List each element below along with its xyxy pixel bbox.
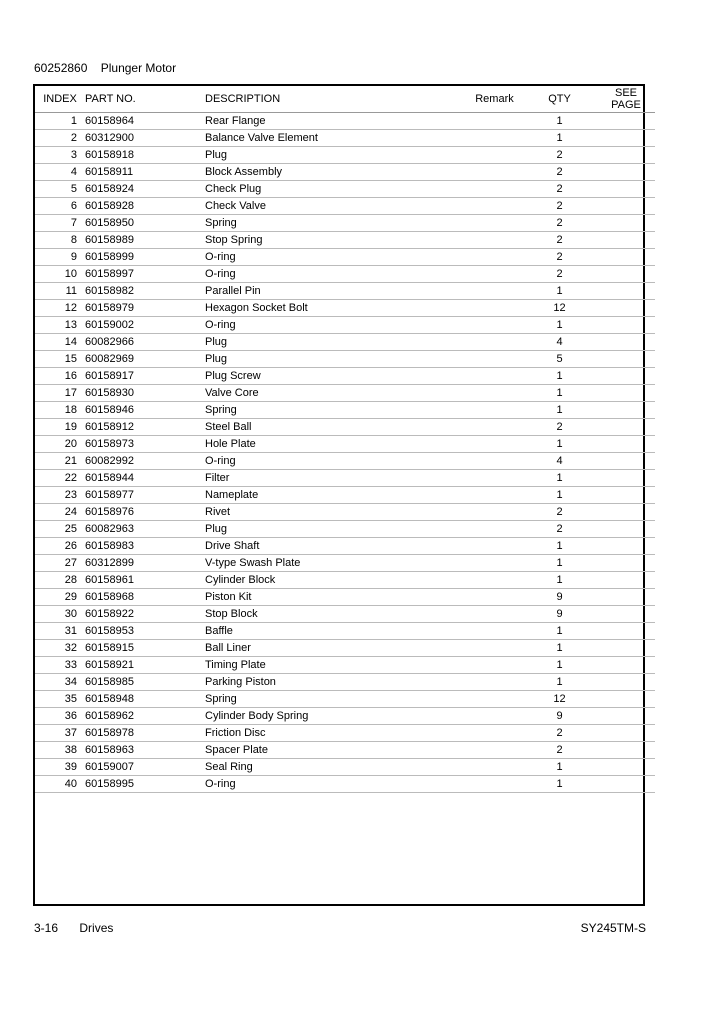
row-qty: 1: [522, 283, 597, 300]
row-see-page: [597, 419, 655, 436]
row-part-no: 60158953: [85, 623, 195, 640]
table-row: [35, 640, 655, 657]
row-description: Filter: [195, 470, 467, 487]
row-index: 21: [35, 453, 85, 470]
row-remark: [467, 164, 522, 181]
table-row: [35, 334, 655, 351]
row-remark: [467, 453, 522, 470]
row-remark: [467, 181, 522, 198]
row-index: 19: [35, 419, 85, 436]
table-row: [35, 572, 655, 589]
row-part-no: 60158963: [85, 742, 195, 759]
row-qty: 4: [522, 334, 597, 351]
row-remark: [467, 419, 522, 436]
table-row: [35, 674, 655, 691]
row-index: 13: [35, 317, 85, 334]
row-qty: 2: [522, 215, 597, 232]
row-remark: [467, 555, 522, 572]
row-part-no: 60158921: [85, 657, 195, 674]
row-qty: 9: [522, 708, 597, 725]
row-remark: [467, 368, 522, 385]
column-header-description: DESCRIPTION: [195, 86, 467, 113]
row-remark: [467, 249, 522, 266]
table-row: [35, 181, 655, 198]
row-part-no: 60158911: [85, 164, 195, 181]
row-description: Timing Plate: [195, 657, 467, 674]
row-description: Steel Ball: [195, 419, 467, 436]
column-header-qty: QTY: [522, 86, 597, 113]
row-remark: [467, 589, 522, 606]
row-index: 37: [35, 725, 85, 742]
row-see-page: [597, 351, 655, 368]
row-qty: 1: [522, 130, 597, 147]
section-name: Drives: [79, 921, 114, 935]
row-see-page: [597, 181, 655, 198]
table-row: [35, 385, 655, 402]
row-see-page: [597, 623, 655, 640]
table-row: [35, 470, 655, 487]
row-description: Hole Plate: [195, 436, 467, 453]
table-row: [35, 657, 655, 674]
row-see-page: [597, 759, 655, 776]
row-see-page: [597, 521, 655, 538]
row-description: Piston Kit: [195, 589, 467, 606]
table-row: [35, 147, 655, 164]
table-row: [35, 589, 655, 606]
table-row: [35, 504, 655, 521]
row-index: 6: [35, 198, 85, 215]
row-index: 11: [35, 283, 85, 300]
row-remark: [467, 606, 522, 623]
row-see-page: [597, 725, 655, 742]
table-row: [35, 419, 655, 436]
row-part-no: 60158962: [85, 708, 195, 725]
table-body: [35, 113, 655, 793]
row-qty: 1: [522, 538, 597, 555]
table-row: [35, 776, 655, 793]
row-index: 32: [35, 640, 85, 657]
row-qty: 1: [522, 402, 597, 419]
row-part-no: 60158915: [85, 640, 195, 657]
column-header-remark: Remark: [467, 86, 522, 113]
row-qty: 1: [522, 317, 597, 334]
row-qty: 4: [522, 453, 597, 470]
assembly-part-number: 60252860: [34, 61, 88, 75]
table-row: [35, 215, 655, 232]
table-row: [35, 164, 655, 181]
row-see-page: [597, 589, 655, 606]
row-index: 24: [35, 504, 85, 521]
row-index: 39: [35, 759, 85, 776]
row-index: 5: [35, 181, 85, 198]
row-qty: 1: [522, 470, 597, 487]
row-description: Baffle: [195, 623, 467, 640]
row-part-no: 60159002: [85, 317, 195, 334]
row-part-no: 60158912: [85, 419, 195, 436]
row-description: O-ring: [195, 249, 467, 266]
row-remark: [467, 266, 522, 283]
row-part-no: 60082992: [85, 453, 195, 470]
row-remark: [467, 198, 522, 215]
row-remark: [467, 742, 522, 759]
row-remark: [467, 572, 522, 589]
table-row: [35, 283, 655, 300]
row-part-no: 60158968: [85, 589, 195, 606]
row-index: 2: [35, 130, 85, 147]
table-row: [35, 317, 655, 334]
row-remark: [467, 232, 522, 249]
row-remark: [467, 776, 522, 793]
row-qty: 2: [522, 419, 597, 436]
row-index: 3: [35, 147, 85, 164]
row-description: Block Assembly: [195, 164, 467, 181]
table-row: [35, 555, 655, 572]
row-see-page: [597, 487, 655, 504]
row-see-page: [597, 334, 655, 351]
row-remark: [467, 215, 522, 232]
row-qty: 1: [522, 674, 597, 691]
parts-table: [35, 86, 655, 793]
table-row: [35, 538, 655, 555]
row-part-no: 60158977: [85, 487, 195, 504]
row-index: 7: [35, 215, 85, 232]
row-qty: 12: [522, 691, 597, 708]
row-index: 29: [35, 589, 85, 606]
row-description: Friction Disc: [195, 725, 467, 742]
row-description: Plug: [195, 521, 467, 538]
row-index: 9: [35, 249, 85, 266]
row-part-no: 60082966: [85, 334, 195, 351]
row-part-no: 60158930: [85, 385, 195, 402]
row-qty: 2: [522, 504, 597, 521]
row-description: Parallel Pin: [195, 283, 467, 300]
row-remark: [467, 436, 522, 453]
row-index: 16: [35, 368, 85, 385]
row-qty: 2: [522, 164, 597, 181]
row-part-no: 60158973: [85, 436, 195, 453]
table-row: [35, 623, 655, 640]
row-see-page: [597, 215, 655, 232]
table-row: [35, 725, 655, 742]
row-index: 33: [35, 657, 85, 674]
column-header-see-page: [597, 86, 655, 113]
column-header-part-no: PART NO.: [85, 86, 195, 113]
row-remark: [467, 130, 522, 147]
row-see-page: [597, 453, 655, 470]
row-index: 30: [35, 606, 85, 623]
row-qty: 1: [522, 385, 597, 402]
row-part-no: 60158979: [85, 300, 195, 317]
page-footer-left: [34, 921, 113, 935]
row-part-no: 60158944: [85, 470, 195, 487]
parts-list-frame: [33, 84, 645, 906]
table-row: [35, 436, 655, 453]
row-qty: 9: [522, 606, 597, 623]
page-number: 3-16: [34, 921, 59, 935]
row-part-no: 60158997: [85, 266, 195, 283]
row-part-no: 60158946: [85, 402, 195, 419]
row-qty: 1: [522, 368, 597, 385]
row-description: Drive Shaft: [195, 538, 467, 555]
row-part-no: 60158917: [85, 368, 195, 385]
row-see-page: [597, 368, 655, 385]
row-part-no: 60158918: [85, 147, 195, 164]
row-index: 12: [35, 300, 85, 317]
row-part-no: 60082963: [85, 521, 195, 538]
row-description: Spacer Plate: [195, 742, 467, 759]
row-index: 18: [35, 402, 85, 419]
row-part-no: 60158976: [85, 504, 195, 521]
row-description: Rear Flange: [195, 113, 467, 130]
row-description: Seal Ring: [195, 759, 467, 776]
row-description: Plug: [195, 351, 467, 368]
row-qty: 9: [522, 589, 597, 606]
row-part-no: 60158983: [85, 538, 195, 555]
row-remark: [467, 402, 522, 419]
row-part-no: 60158964: [85, 113, 195, 130]
column-header-index: INDEX: [35, 86, 85, 113]
row-see-page: [597, 317, 655, 334]
row-remark: [467, 147, 522, 164]
row-description: Stop Block: [195, 606, 467, 623]
row-qty: 1: [522, 759, 597, 776]
row-qty: 1: [522, 572, 597, 589]
row-qty: 2: [522, 742, 597, 759]
row-index: 15: [35, 351, 85, 368]
row-remark: [467, 283, 522, 300]
row-description: Parking Piston: [195, 674, 467, 691]
row-remark: [467, 759, 522, 776]
row-qty: 1: [522, 776, 597, 793]
row-index: 27: [35, 555, 85, 572]
table-row: [35, 759, 655, 776]
table-row: [35, 351, 655, 368]
row-remark: [467, 691, 522, 708]
row-part-no: 60158950: [85, 215, 195, 232]
row-see-page: [597, 538, 655, 555]
row-description: Valve Core: [195, 385, 467, 402]
row-description: Nameplate: [195, 487, 467, 504]
row-remark: [467, 657, 522, 674]
row-part-no: 60158989: [85, 232, 195, 249]
row-see-page: [597, 606, 655, 623]
row-qty: 2: [522, 521, 597, 538]
row-description: Spring: [195, 691, 467, 708]
row-see-page: [597, 470, 655, 487]
row-index: 20: [35, 436, 85, 453]
row-see-page: [597, 147, 655, 164]
table-row: [35, 249, 655, 266]
row-qty: 12: [522, 300, 597, 317]
row-qty: 2: [522, 147, 597, 164]
row-index: 40: [35, 776, 85, 793]
row-see-page: [597, 640, 655, 657]
row-see-page: [597, 402, 655, 419]
row-description: Cylinder Body Spring: [195, 708, 467, 725]
row-index: 36: [35, 708, 85, 725]
row-remark: [467, 623, 522, 640]
row-index: 4: [35, 164, 85, 181]
table-row: [35, 742, 655, 759]
row-qty: 1: [522, 436, 597, 453]
see-page-line1: SEE: [614, 87, 637, 99]
row-remark: [467, 317, 522, 334]
table-row: [35, 130, 655, 147]
row-part-no: 60082969: [85, 351, 195, 368]
model-name: SY245TM-S: [580, 921, 646, 935]
row-remark: [467, 487, 522, 504]
row-remark: [467, 640, 522, 657]
row-description: Stop Spring: [195, 232, 467, 249]
row-index: 14: [35, 334, 85, 351]
row-description: Plug Screw: [195, 368, 467, 385]
row-qty: 2: [522, 181, 597, 198]
row-qty: 5: [522, 351, 597, 368]
table-row: [35, 521, 655, 538]
row-part-no: 60158928: [85, 198, 195, 215]
table-row: [35, 300, 655, 317]
row-description: Rivet: [195, 504, 467, 521]
row-part-no: 60158924: [85, 181, 195, 198]
row-remark: [467, 334, 522, 351]
row-description: O-ring: [195, 266, 467, 283]
row-see-page: [597, 283, 655, 300]
assembly-title: Plunger Motor: [100, 61, 177, 75]
row-part-no: 60158999: [85, 249, 195, 266]
row-description: Balance Valve Element: [195, 130, 467, 147]
row-qty: 1: [522, 555, 597, 572]
row-description: Plug: [195, 334, 467, 351]
row-description: Plug: [195, 147, 467, 164]
row-description: Spring: [195, 215, 467, 232]
table-row: [35, 453, 655, 470]
row-remark: [467, 351, 522, 368]
row-see-page: [597, 555, 655, 572]
table-row: [35, 232, 655, 249]
row-see-page: [597, 385, 655, 402]
row-see-page: [597, 776, 655, 793]
row-remark: [467, 113, 522, 130]
row-qty: 2: [522, 266, 597, 283]
row-qty: 1: [522, 487, 597, 504]
row-description: Cylinder Block: [195, 572, 467, 589]
row-qty: 1: [522, 640, 597, 657]
table-row: [35, 708, 655, 725]
row-index: 10: [35, 266, 85, 283]
row-index: 34: [35, 674, 85, 691]
row-part-no: 60158985: [85, 674, 195, 691]
row-description: O-ring: [195, 776, 467, 793]
row-index: 26: [35, 538, 85, 555]
row-index: 17: [35, 385, 85, 402]
row-remark: [467, 725, 522, 742]
row-see-page: [597, 164, 655, 181]
row-part-no: 60158978: [85, 725, 195, 742]
row-remark: [467, 521, 522, 538]
table-row: [35, 113, 655, 130]
row-see-page: [597, 674, 655, 691]
row-see-page: [597, 300, 655, 317]
row-description: Ball Liner: [195, 640, 467, 657]
row-remark: [467, 470, 522, 487]
row-see-page: [597, 266, 655, 283]
row-qty: 1: [522, 657, 597, 674]
row-index: 38: [35, 742, 85, 759]
table-row: [35, 691, 655, 708]
row-remark: [467, 300, 522, 317]
row-part-no: 60158982: [85, 283, 195, 300]
table-row: [35, 198, 655, 215]
row-qty: 2: [522, 198, 597, 215]
table-row: [35, 368, 655, 385]
row-see-page: [597, 691, 655, 708]
row-see-page: [597, 742, 655, 759]
row-remark: [467, 674, 522, 691]
row-part-no: 60158922: [85, 606, 195, 623]
row-see-page: [597, 572, 655, 589]
row-remark: [467, 708, 522, 725]
row-part-no: 60159007: [85, 759, 195, 776]
row-part-no: 60158961: [85, 572, 195, 589]
row-description: Hexagon Socket Bolt: [195, 300, 467, 317]
row-part-no: 60312899: [85, 555, 195, 572]
row-see-page: [597, 130, 655, 147]
row-description: Check Valve: [195, 198, 467, 215]
row-index: 31: [35, 623, 85, 640]
row-description: Check Plug: [195, 181, 467, 198]
row-index: 25: [35, 521, 85, 538]
table-row: [35, 606, 655, 623]
row-see-page: [597, 113, 655, 130]
row-part-no: 60312900: [85, 130, 195, 147]
row-index: 28: [35, 572, 85, 589]
row-qty: 1: [522, 113, 597, 130]
row-qty: 2: [522, 249, 597, 266]
row-description: O-ring: [195, 453, 467, 470]
table-row: [35, 487, 655, 504]
row-part-no: 60158948: [85, 691, 195, 708]
row-remark: [467, 538, 522, 555]
row-see-page: [597, 249, 655, 266]
row-part-no: 60158995: [85, 776, 195, 793]
row-description: Spring: [195, 402, 467, 419]
see-page-line2: PAGE: [611, 99, 641, 111]
page-header: [34, 61, 176, 75]
table-row: [35, 402, 655, 419]
row-qty: 2: [522, 232, 597, 249]
row-index: 23: [35, 487, 85, 504]
row-see-page: [597, 198, 655, 215]
row-see-page: [597, 436, 655, 453]
row-see-page: [597, 504, 655, 521]
table-header-row: [35, 86, 655, 113]
table-row: [35, 266, 655, 283]
row-index: 22: [35, 470, 85, 487]
row-description: O-ring: [195, 317, 467, 334]
row-index: 1: [35, 113, 85, 130]
row-remark: [467, 385, 522, 402]
row-see-page: [597, 657, 655, 674]
row-qty: 2: [522, 725, 597, 742]
row-see-page: [597, 708, 655, 725]
row-see-page: [597, 232, 655, 249]
row-index: 8: [35, 232, 85, 249]
row-qty: 1: [522, 623, 597, 640]
row-remark: [467, 504, 522, 521]
row-description: V-type Swash Plate: [195, 555, 467, 572]
row-index: 35: [35, 691, 85, 708]
